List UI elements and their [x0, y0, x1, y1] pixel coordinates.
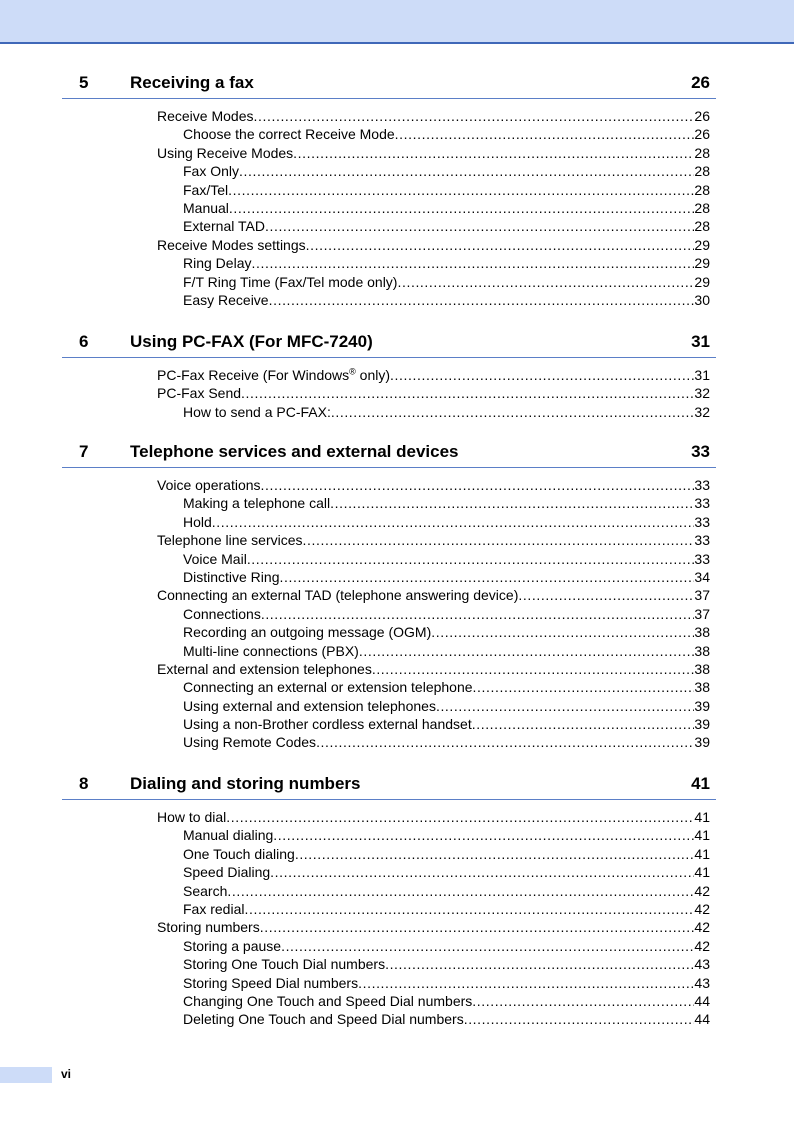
- entry-page: 42: [694, 937, 710, 954]
- entry-title: [157, 236, 306, 254]
- toc-entry[interactable]: [183, 697, 710, 715]
- entry-page: 28: [694, 144, 710, 161]
- toc-entry[interactable]: [183, 181, 710, 199]
- toc-entry[interactable]: [183, 845, 710, 863]
- toc-entry[interactable]: [183, 826, 710, 844]
- entry-text: F/T Ring Time (Fax/Tel mode only): [183, 273, 398, 290]
- dot-leader: [279, 568, 694, 586]
- toc-entry[interactable]: [183, 937, 710, 955]
- dot-leader: [331, 403, 695, 421]
- dot-leader: [473, 678, 695, 696]
- entry-title: [183, 715, 472, 733]
- dot-leader: [254, 107, 695, 125]
- entry-title: [183, 273, 397, 291]
- entry-page: 28: [694, 218, 710, 235]
- dot-leader: [295, 845, 695, 863]
- toc-entry[interactable]: [183, 254, 710, 272]
- toc-entry[interactable]: [183, 125, 710, 143]
- dot-leader: [247, 550, 695, 568]
- dot-leader: [244, 900, 694, 918]
- dot-leader: [265, 217, 694, 235]
- chapter-heading[interactable]: [62, 71, 716, 99]
- toc-entry[interactable]: [157, 918, 710, 936]
- entry-page: 38: [694, 679, 710, 696]
- registered-mark: ®: [349, 366, 356, 377]
- entry-page: 38: [694, 642, 710, 659]
- entry-text: Voice Mail: [183, 550, 247, 567]
- dot-leader: [270, 863, 694, 881]
- entry-text: Using a non-Brother cordless external handset: [183, 716, 472, 733]
- toc-entry[interactable]: [183, 715, 710, 733]
- toc-entry[interactable]: [183, 199, 710, 217]
- toc-entry[interactable]: [183, 550, 710, 568]
- entry-title: [157, 586, 518, 604]
- entry-title: [157, 918, 260, 936]
- entry-page: 41: [694, 827, 710, 844]
- chapter-section: [62, 71, 716, 309]
- dot-leader: [261, 476, 695, 494]
- entry-text: Connecting an external TAD (telephone answering device): [157, 587, 519, 604]
- toc-entry[interactable]: [183, 623, 710, 641]
- entry-text: Ring Delay: [183, 255, 252, 272]
- entry-text: Changing One Touch and Speed Dial numbers: [183, 992, 473, 1009]
- chapter-title: Dialing and storing numbers: [130, 774, 361, 793]
- entry-text: Hold: [183, 513, 212, 530]
- entry-page: 34: [694, 568, 710, 585]
- chapter-page: 41: [691, 774, 710, 793]
- toc-entry[interactable]: [183, 955, 710, 973]
- toc-entry[interactable]: [157, 476, 710, 494]
- entry-title: [183, 826, 273, 844]
- toc-entry[interactable]: [183, 162, 710, 180]
- entry-page: 39: [694, 697, 710, 714]
- entry-text: Fax/Tel: [183, 181, 229, 198]
- toc-entry[interactable]: [157, 531, 710, 549]
- entry-page: 42: [694, 900, 710, 917]
- entry-title: [183, 550, 247, 568]
- toc-entry[interactable]: [183, 513, 710, 531]
- entry-text: Multi-line connections (PBX): [183, 642, 359, 659]
- entry-page: 30: [694, 291, 710, 308]
- entry-list: [62, 366, 716, 421]
- entry-title: [183, 992, 472, 1010]
- entry-title: [183, 642, 359, 660]
- entry-page: 42: [694, 919, 710, 936]
- entry-page: 26: [694, 126, 710, 143]
- chapter-number: 7: [79, 442, 89, 461]
- entry-title: [183, 678, 473, 696]
- toc-entry[interactable]: [183, 605, 710, 623]
- entry-title: [157, 107, 254, 125]
- toc-entry[interactable]: [157, 107, 710, 125]
- toc-entry[interactable]: [183, 494, 710, 512]
- entry-title: [183, 974, 358, 992]
- dot-leader: [395, 125, 695, 143]
- entry-page: 28: [694, 199, 710, 216]
- entry-title: [183, 733, 316, 751]
- toc-entry[interactable]: [183, 568, 710, 586]
- entry-page: 41: [694, 809, 710, 825]
- entry-text: Making a telephone call: [183, 495, 331, 512]
- chapter-section: [62, 330, 716, 421]
- entry-page: 43: [694, 974, 710, 991]
- toc-entry[interactable]: [157, 808, 710, 826]
- entry-text: Fax Only: [183, 163, 240, 180]
- entry-text: How to send a PC-FAX:: [183, 403, 331, 420]
- dot-leader: [472, 715, 695, 733]
- toc-entry[interactable]: [157, 660, 710, 678]
- entry-title: [183, 291, 269, 309]
- entry-title: [157, 660, 372, 678]
- dot-leader: [239, 162, 694, 180]
- entry-title: [183, 513, 212, 531]
- entry-text: External and extension telephones: [157, 660, 372, 677]
- entry-title: [157, 144, 293, 162]
- entry-title: [183, 403, 331, 421]
- dot-leader: [306, 236, 695, 254]
- chapter-number: 6: [79, 332, 89, 351]
- dot-leader: [227, 882, 694, 900]
- entry-text: Deleting One Touch and Speed Dial numbers: [183, 1011, 464, 1028]
- dot-leader: [464, 1010, 695, 1028]
- toc-entry[interactable]: [183, 882, 710, 900]
- toc-entry[interactable]: [183, 217, 710, 235]
- entry-text: External TAD: [183, 218, 265, 235]
- dot-leader: [226, 808, 694, 826]
- footer-tab: [0, 1067, 52, 1083]
- entry-page: 29: [694, 273, 710, 290]
- entry-page: 38: [694, 660, 710, 677]
- entry-text: Storing numbers: [157, 919, 260, 936]
- toc-entry[interactable]: [157, 236, 710, 254]
- chapter-title: Receiving a fax: [130, 73, 254, 92]
- entry-text: PC-Fax Send: [157, 385, 242, 402]
- entry-title: [157, 808, 226, 826]
- chapter-title: Telephone services and external devices: [130, 442, 459, 461]
- dot-leader: [269, 291, 695, 309]
- dot-leader: [431, 623, 694, 641]
- entry-text: Storing One Touch Dial numbers: [183, 956, 386, 973]
- entry-page: 41: [694, 864, 710, 881]
- chapter-heading[interactable]: [62, 772, 716, 800]
- entry-text: Using Remote Codes: [183, 734, 317, 751]
- entry-title: [183, 697, 436, 715]
- dot-leader: [358, 974, 694, 992]
- entry-list: [62, 107, 716, 309]
- entry-text: How to dial: [157, 809, 227, 825]
- dot-leader: [390, 366, 694, 384]
- entry-page: 43: [694, 956, 710, 973]
- entry-text: Manual dialing: [183, 827, 274, 844]
- entry-text: Using external and extension telephones: [183, 697, 436, 714]
- entry-title: [183, 181, 228, 199]
- entry-text: Connections: [183, 605, 261, 622]
- entry-title: [183, 1010, 464, 1028]
- entry-page: 39: [694, 734, 710, 751]
- dot-leader: [397, 273, 694, 291]
- dot-leader: [385, 955, 694, 973]
- chapter-heading[interactable]: [62, 330, 716, 358]
- entry-page: 42: [694, 882, 710, 899]
- entry-text: Manual: [183, 199, 229, 216]
- dot-leader: [273, 826, 694, 844]
- entry-title: [183, 955, 385, 973]
- entry-title: [183, 125, 395, 143]
- entry-page: 29: [694, 236, 710, 253]
- entry-title: [183, 937, 281, 955]
- dot-leader: [436, 697, 694, 715]
- entry-text: Choose the correct Receive Mode: [183, 126, 395, 143]
- entry-text: Easy Receive: [183, 291, 269, 308]
- entry-page: 32: [694, 385, 710, 402]
- entry-text: One Touch dialing: [183, 845, 295, 862]
- dot-leader: [330, 494, 694, 512]
- entry-list: [62, 808, 716, 1029]
- dot-leader: [241, 384, 694, 402]
- chapter-page: 33: [691, 442, 710, 461]
- entry-text-suffix: only): [355, 367, 391, 383]
- dot-leader: [260, 918, 695, 936]
- dot-leader: [518, 586, 694, 604]
- dot-leader: [293, 144, 694, 162]
- entry-title: [157, 531, 303, 549]
- entry-title: [183, 494, 330, 512]
- dot-leader: [303, 531, 695, 549]
- entry-page: 33: [694, 495, 710, 512]
- entry-page: 28: [694, 181, 710, 198]
- toc-entry[interactable]: [183, 733, 710, 751]
- chapter-heading[interactable]: [62, 440, 716, 468]
- entry-page: 33: [694, 513, 710, 530]
- entry-text: Fax redial: [183, 900, 245, 917]
- toc-entry[interactable]: [183, 291, 710, 309]
- entry-text: Search: [183, 882, 228, 899]
- dot-leader: [251, 254, 694, 272]
- dot-leader: [359, 642, 695, 660]
- entry-page: 37: [694, 605, 710, 622]
- entry-text: Using Receive Modes: [157, 144, 294, 161]
- dot-leader: [228, 181, 694, 199]
- entry-text: Receive Modes settings: [157, 236, 306, 253]
- dot-leader: [372, 660, 695, 678]
- entry-text: Storing a pause: [183, 937, 282, 954]
- entry-title: [183, 162, 239, 180]
- entry-title: [183, 217, 265, 235]
- entry-page: 38: [694, 624, 710, 641]
- chapter-number: 5: [79, 73, 89, 92]
- entry-page: 44: [694, 1011, 710, 1028]
- entry-page: 32: [694, 403, 710, 420]
- entry-page: 37: [694, 587, 710, 604]
- entry-title: [183, 845, 295, 863]
- entry-title: [157, 366, 390, 384]
- entry-page: 28: [694, 163, 710, 180]
- toc-entry[interactable]: [183, 900, 710, 918]
- chapter-page: 26: [691, 73, 710, 92]
- dot-leader: [261, 605, 695, 623]
- entry-title: [183, 900, 244, 918]
- entry-text: Storing Speed Dial numbers: [183, 974, 359, 991]
- entry-page: 33: [694, 532, 710, 549]
- entry-page: 33: [694, 477, 710, 493]
- toc-entry[interactable]: [183, 642, 710, 660]
- dot-leader: [281, 937, 694, 955]
- entry-text: PC-Fax Receive (For Windows: [157, 367, 350, 383]
- chapter-number: 8: [79, 774, 89, 793]
- toc-entry[interactable]: [183, 273, 710, 291]
- entry-text: Connecting an external or extension telephone: [183, 679, 473, 696]
- entry-list: [62, 476, 716, 752]
- chapter-section: [62, 772, 716, 1029]
- chapter-page: 31: [691, 332, 710, 351]
- toc-entry[interactable]: [157, 384, 710, 402]
- toc-entry[interactable]: [183, 974, 710, 992]
- toc-entry[interactable]: [183, 1010, 710, 1028]
- entry-title: [157, 384, 241, 402]
- toc-entry[interactable]: [157, 366, 710, 384]
- entry-title: [183, 623, 431, 641]
- toc-entry[interactable]: [183, 403, 710, 421]
- entry-page: 26: [694, 108, 710, 124]
- entry-title: [183, 254, 251, 272]
- entry-title: [183, 863, 270, 881]
- toc-entry[interactable]: [157, 144, 710, 162]
- toc-entry[interactable]: [183, 863, 710, 881]
- entry-text: Speed Dialing: [183, 864, 271, 881]
- entry-text: Voice operations: [157, 477, 261, 493]
- entry-page: 44: [694, 992, 710, 1009]
- dot-leader: [472, 992, 694, 1010]
- chapter-title: Using PC-FAX (For MFC-7240): [130, 332, 373, 351]
- entry-title: [183, 605, 261, 623]
- toc-entry[interactable]: [183, 678, 710, 696]
- header-band: [0, 0, 794, 44]
- entry-text: Telephone line services: [157, 532, 303, 549]
- entry-text: Recording an outgoing message (OGM): [183, 624, 432, 641]
- dot-leader: [229, 199, 695, 217]
- dot-leader: [316, 733, 694, 751]
- entry-page: 29: [694, 255, 710, 272]
- chapter-section: [62, 440, 716, 752]
- entry-page: 31: [694, 367, 710, 383]
- entry-text: Receive Modes: [157, 108, 254, 124]
- entry-title: [183, 568, 279, 586]
- toc-entry[interactable]: [157, 586, 710, 604]
- entry-text: Distinctive Ring: [183, 568, 280, 585]
- entry-page: 41: [694, 845, 710, 862]
- entry-title: [183, 199, 229, 217]
- toc-entry[interactable]: [183, 992, 710, 1010]
- page-number: vi: [61, 1067, 72, 1081]
- entry-page: 33: [694, 550, 710, 567]
- entry-title: [183, 882, 227, 900]
- dot-leader: [212, 513, 695, 531]
- entry-title: [157, 476, 261, 494]
- entry-page: 39: [694, 716, 710, 733]
